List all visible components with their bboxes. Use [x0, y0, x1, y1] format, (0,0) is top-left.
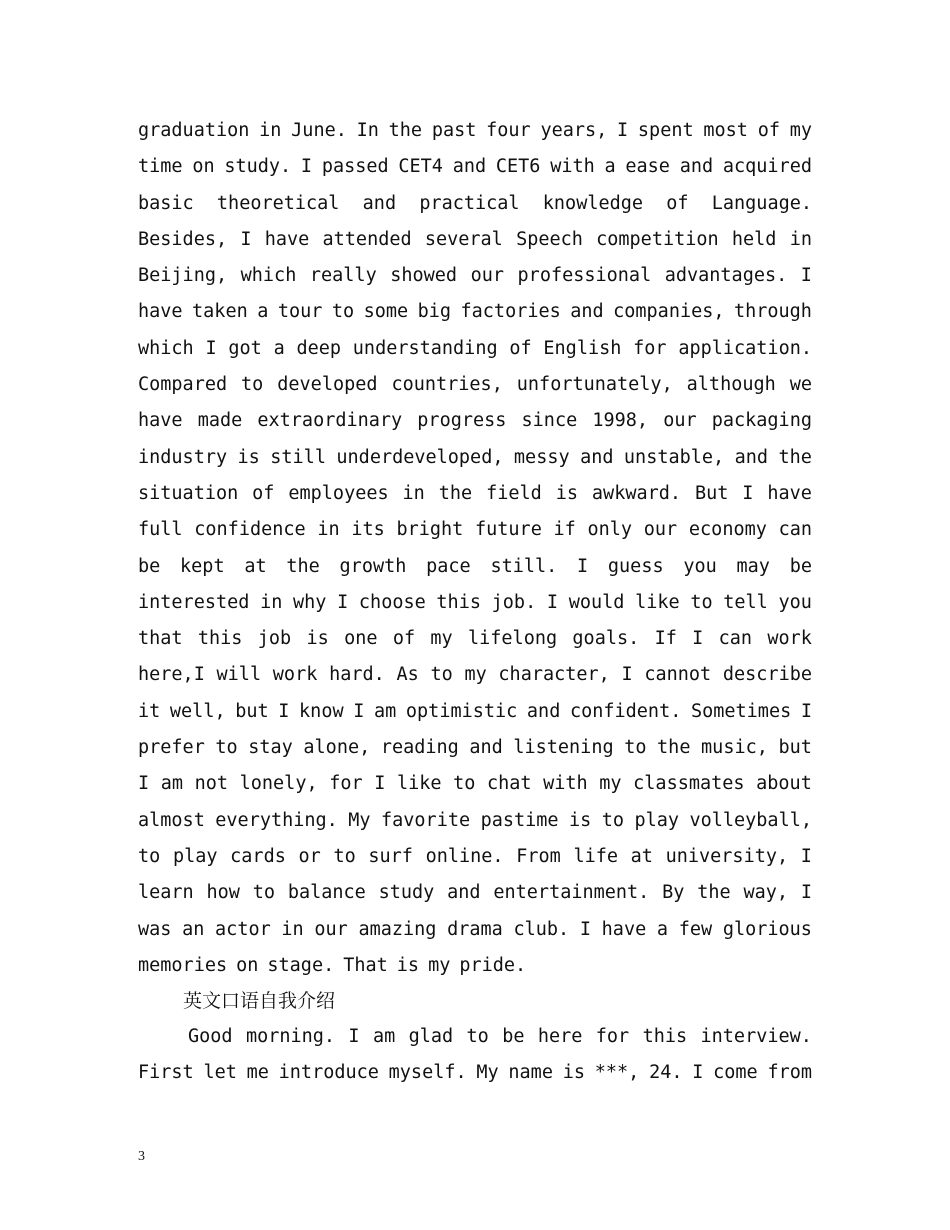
text-line: interested in why I choose this job. I would like to tell you — [138, 591, 812, 613]
text-line: which I got a deep understanding of English for application. — [138, 337, 812, 359]
text-line: full confidence in its bright future if only our economy can — [138, 519, 812, 541]
text-line: was an actor in our amazing drama club. I have a few glorious — [138, 918, 812, 940]
text-line: have made extraordinary progress since 1998, our packaging — [138, 410, 812, 432]
text-line: Compared to developed countries, unfortunately, although we — [138, 374, 812, 396]
text-line: First let me introduce myself. My name is ***, 24. I come from — [138, 1062, 812, 1084]
text-line: prefer to stay alone, reading and listening to the music, but — [138, 737, 812, 759]
section-heading: 英文口语自我介绍 — [183, 990, 336, 1012]
text-line: be kept at the growth pace still. I guess you may be — [138, 555, 812, 577]
text-line: time on study. I passed CET4 and CET6 with a ease and acquired — [138, 156, 812, 178]
text-line: Good morning. I am glad to be here for this interview. — [188, 1026, 812, 1047]
text-line: that this job is one of my lifelong goals. If I can work — [138, 628, 812, 650]
text-line: situation of employees in the field is awkward. But I have — [138, 482, 812, 504]
text-line: memories on stage. That is my pride. — [138, 954, 527, 976]
text-line: to play cards or to surf online. From life at university, I — [138, 845, 812, 867]
body-paragraph — [138, 113, 812, 984]
text-line: have taken a tour to some big factories and companies, through — [138, 301, 812, 323]
text-line: I am not lonely, for I like to chat with my classmates about — [138, 773, 812, 795]
intro-paragraph — [138, 1019, 812, 1092]
text-line: basic theoretical and practical knowledge of Language. — [138, 192, 812, 214]
text-line: Besides, I have attended several Speech competition held in — [138, 228, 812, 250]
text-line: graduation in June. In the past four years, I spent most of my — [138, 120, 812, 141]
page-number: 3 — [138, 1149, 145, 1164]
text-line: Beijing, which really showed our professional advantages. I — [138, 265, 812, 287]
text-line: here,I will work hard. As to my character, I cannot describe — [138, 664, 812, 686]
text-line: it well, but I know I am optimistic and confident. Sometimes I — [138, 700, 812, 722]
text-line: industry is still underdeveloped, messy and unstable, and the — [138, 446, 812, 468]
text-line: learn how to balance study and entertainment. By the way, I — [138, 882, 812, 904]
text-line: almost everything. My favorite pastime is to play volleyball, — [138, 809, 812, 831]
